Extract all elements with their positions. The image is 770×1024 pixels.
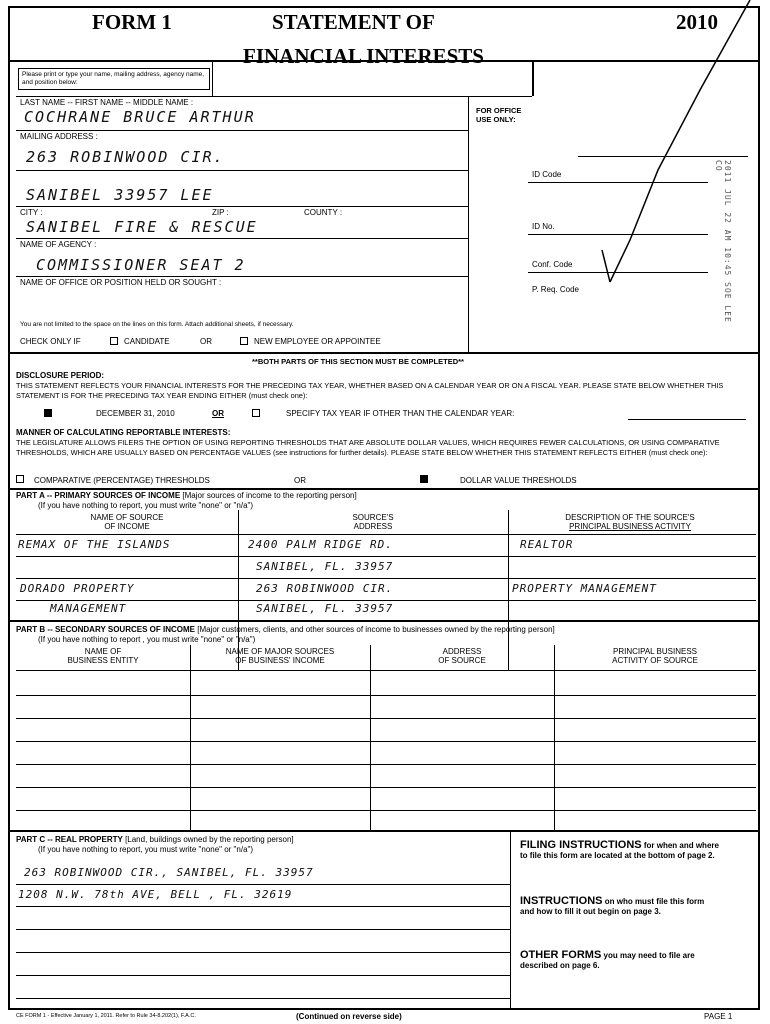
agency-field[interactable]: SANIBEL FIRE & RESCUE [26, 218, 258, 236]
checkmark-icon [540, 0, 770, 300]
part-b-rule-5 [16, 787, 756, 788]
position-label: NAME OF OFFICE OR POSITION HELD OR SOUGHT : [20, 278, 222, 287]
part-b-note: [Major customers, clients, and other sources of income to businesses owned by the reporting person] [197, 625, 555, 634]
title-bracket-left [212, 60, 213, 96]
title-line1: STATEMENT OF [272, 10, 435, 34]
part-b-col4-header [554, 647, 756, 665]
part-b-col2-line1: NAME OF MAJOR SOURCES [225, 647, 335, 656]
part-b-col1-line1: NAME OF [84, 647, 122, 656]
office-use-label [476, 106, 536, 124]
specify-label: SPECIFY TAX YEAR IF OTHER THAN THE CALENDAR YEAR: [286, 409, 515, 418]
part-c-sub: (If you have nothing to report, you must write "none" or "n/a") [38, 845, 254, 854]
dec31-label: DECEMBER 31, 2010 [96, 409, 175, 418]
part-a-row1-address[interactable]: 2400 PALM RIDGE RD. [248, 538, 393, 551]
instruction-box [18, 68, 210, 90]
left-top-rule [16, 96, 212, 97]
part-a-sub: (If you have nothing to report, you must write "none" or "n/a") [38, 501, 254, 510]
position-rule [16, 276, 468, 277]
part-b-vline-1 [190, 645, 191, 830]
name-rule [16, 130, 468, 131]
part-b-col1-line2: BUSINESS ENTITY [67, 656, 139, 665]
disclosure-period-text: THIS STATEMENT REFLECTS YOUR FINANCIAL INTERESTS FOR THE PRECEDING TAX YEAR, WHETHER BASED ON A CALENDAR YEAR OR ON A FISCAL YEAR. PLEASE STATE BELOW WHETHER THIS STATEMENT IS FOR THE PRECEDING TAX YEAR ENDING EITHER (must check one): [16, 381, 724, 400]
part-a-col3-line1: DESCRIPTION OF THE SOURCE'S [565, 513, 695, 522]
city-label: CITY : [20, 208, 43, 217]
section-rule-2 [8, 488, 760, 490]
disclosure-period-heading: DISCLOSURE PERIOD: [16, 371, 105, 380]
part-a-col1-line1: NAME OF SOURCE [90, 513, 164, 522]
part-b-sub: (If you have nothing to report , you must write "none" or "n/a") [38, 635, 256, 644]
form-number: FORM 1 [92, 10, 172, 34]
part-b-rule-1 [16, 695, 756, 696]
part-b-vline-3 [554, 645, 555, 830]
part-b-rule-0 [16, 670, 756, 671]
instructions-heading: INSTRUCTIONS [520, 895, 603, 907]
part-b-heading: PART B -- SECONDARY SOURCES OF INCOME [16, 625, 195, 634]
county-label: COUNTY : [304, 208, 343, 217]
part-b-col2-line2: OF BUSINESS' INCOME [235, 656, 325, 665]
dec31-checkbox[interactable] [44, 409, 52, 417]
other-forms [520, 950, 720, 971]
part-a-row3-name[interactable]: DORADO PROPERTY [20, 582, 135, 595]
part-c-heading-line [16, 835, 294, 844]
continued-note: (Continued on reverse side) [296, 1012, 402, 1021]
part-b-rule-2 [16, 718, 756, 719]
id-no-label: ID No. [532, 222, 555, 231]
agency-label: NAME OF AGENCY : [20, 240, 97, 249]
specify-rule [628, 419, 746, 420]
candidate-checkbox[interactable] [110, 337, 118, 345]
candidate-label: CANDIDATE [124, 337, 170, 346]
part-a-col1-line2: OF INCOME [104, 522, 150, 531]
part-a-row4-address[interactable]: SANIBEL, FL. 33957 [256, 602, 394, 615]
address-line2-field[interactable]: SANIBEL 33957 LEE [26, 186, 214, 204]
instructions-text: on who must file this form and how to fill it out begin on page 3. [520, 897, 705, 916]
part-a-rule-3 [16, 600, 756, 601]
part-b-vline-2 [370, 645, 371, 830]
part-c-rule-5 [16, 975, 510, 976]
section-rule-3 [8, 620, 760, 622]
other-forms-heading: OTHER FORMS [520, 949, 602, 961]
comparative-checkbox[interactable] [16, 475, 24, 483]
mailing-label: MAILING ADDRESS : [20, 132, 98, 141]
part-a-col2-line2: ADDRESS [353, 522, 393, 531]
title-bracket-right [532, 60, 534, 96]
part-a-row2-address[interactable]: SANIBEL, FL. 33957 [256, 560, 394, 573]
part-a-rule-2 [16, 578, 756, 579]
part-b-heading-line [16, 625, 555, 634]
part-c-divider [510, 830, 511, 1010]
part-b-rule-3 [16, 741, 756, 742]
part-b-col4-line1: PRINCIPAL BUSINESS [612, 647, 698, 656]
part-b-col1-header [16, 647, 190, 665]
part-a-rule-head [16, 534, 756, 535]
zip-label: ZIP : [212, 208, 229, 217]
threshold-or: OR [294, 476, 306, 485]
part-b-col2-header [190, 647, 370, 665]
space-note: You are not limited to the space on the lines on this form. Attach additional sheets, if necessary. [20, 321, 294, 328]
part-a-row3-address[interactable]: 263 ROBINWOOD CIR. [256, 582, 394, 595]
both-parts-notice: **BOTH PARTS OF THIS SECTION MUST BE COMPLETED** [252, 357, 464, 366]
part-c-rule-3 [16, 929, 510, 930]
part-a-col3-header [508, 513, 752, 531]
or-label: OR [200, 337, 212, 346]
dollar-checkbox[interactable] [420, 475, 428, 483]
address-rule-1 [16, 170, 468, 171]
part-c-heading: PART C -- REAL PROPERTY [16, 835, 123, 844]
part-a-col2-line1: SOURCE'S [352, 513, 394, 522]
form-year: 2010 [676, 10, 718, 34]
part-a-col2-header [238, 513, 508, 531]
name-field[interactable]: COCHRANE BRUCE ARTHUR [24, 108, 256, 126]
manner-heading: MANNER OF CALCULATING REPORTABLE INTERESTS: [16, 428, 231, 437]
office-use-text: FOR OFFICE USE ONLY: [476, 106, 522, 124]
part-a-row3-activity[interactable]: PROPERTY MANAGEMENT [512, 582, 657, 595]
part-c-rule-1 [16, 884, 510, 885]
received-stamp: 2011 JUL 22 AM 10:45 SOE LEE CO [714, 160, 732, 323]
who-must-file [520, 896, 720, 917]
section-rule-4 [8, 830, 760, 832]
part-a-heading-line [16, 491, 357, 500]
disclosure-or: OR [212, 409, 224, 418]
address-line1-field[interactable]: 263 ROBINWOOD CIR. [26, 148, 225, 166]
part-c-rule-2 [16, 906, 510, 907]
agency-rule [16, 238, 468, 239]
title-line2: FINANCIAL INTERESTS [243, 44, 484, 68]
part-a-col1-header [16, 513, 238, 531]
filing-instructions-heading: FILING INSTRUCTIONS [520, 839, 642, 851]
conf-code-label: Conf. Code [532, 260, 573, 269]
specify-checkbox[interactable] [252, 409, 260, 417]
part-a-col3-line2: PRINCIPAL BUSINESS ACTIVITY [569, 522, 691, 531]
part-b-col3-header [370, 647, 554, 665]
part-a-note: [Major sources of income to the reporting person] [182, 491, 357, 500]
check-only-if-label: CHECK ONLY IF [20, 337, 81, 346]
position-field[interactable]: COMMISSIONER SEAT 2 [36, 256, 246, 274]
part-a-rule-1 [16, 556, 756, 557]
manner-text: THE LEGISLATURE ALLOWS FILERS THE OPTION OF USING REPORTING THRESHOLDS THAT ARE ABSOLUTE DOLLAR VALUES, WHICH REQUIRES FEWER CALCULATIONS, OR USING COMPARATIVE THRESHOLDS, WHICH ARE USUALLY BASED ON PERCENTAGE VALUES (see instructions for further details). PLEASE STATE BELOW WHETHER THIS STATEMENT REFLECTS EITHER (must check one): [16, 438, 720, 457]
part-b-rule-6 [16, 810, 756, 811]
dollar-label: DOLLAR VALUE THRESHOLDS [460, 476, 577, 485]
name-label: LAST NAME -- FIRST NAME -- MIDDLE NAME : [20, 98, 194, 107]
part-b-col3-line1: ADDRESS [442, 647, 482, 656]
part-a-heading: PART A -- PRIMARY SOURCES OF INCOME [16, 491, 181, 500]
id-code-label: ID Code [532, 170, 562, 179]
title-bracket-bottom [212, 96, 532, 97]
part-a-row4-name[interactable]: MANAGEMENT [50, 602, 127, 615]
part-c-note: [Land, buildings owned by the reporting person] [125, 835, 294, 844]
filing-instructions-text: for when and where to file this form are located at the bottom of page 2. [520, 841, 719, 860]
filing-instructions [520, 840, 720, 861]
part-c-row2[interactable]: 1208 N.W. 78th AVE, BELL , FL. 32619 [18, 888, 293, 901]
page-number: PAGE 1 [704, 1012, 733, 1021]
part-a-row1-name[interactable]: REMAX OF THE ISLANDS [18, 538, 171, 551]
p-req-code-label: P. Req. Code [532, 285, 579, 294]
part-b-rule-4 [16, 764, 756, 765]
part-c-rule-4 [16, 952, 510, 953]
other-forms-text: you may need to file are described on page 6. [520, 951, 695, 970]
new-employee-label: NEW EMPLOYEE OR APPOINTEE [254, 337, 381, 346]
instruction-text: Please print or type your name, mailing address, agency name, and position below: [22, 71, 205, 86]
part-c-rule-6 [16, 998, 510, 999]
section-rule-1 [8, 352, 760, 354]
new-employee-checkbox[interactable] [240, 337, 248, 345]
office-divider [468, 96, 469, 352]
footer-rule-reference: CE FORM 1 - Effective January 1, 2011. Refer to Rule 34-8.202(1), F.A.C. [16, 1013, 196, 1019]
comparative-label: COMPARATIVE (PERCENTAGE) THRESHOLDS [34, 476, 210, 485]
part-b-col4-line2: ACTIVITY OF SOURCE [612, 656, 698, 665]
part-c-row1[interactable]: 263 ROBINWOOD CIR., SANIBEL, FL. 33957 [24, 866, 314, 879]
part-a-row1-activity[interactable]: REALTOR [520, 538, 574, 551]
part-b-col3-line2: OF SOURCE [438, 656, 486, 665]
address-rule-2 [16, 206, 468, 207]
